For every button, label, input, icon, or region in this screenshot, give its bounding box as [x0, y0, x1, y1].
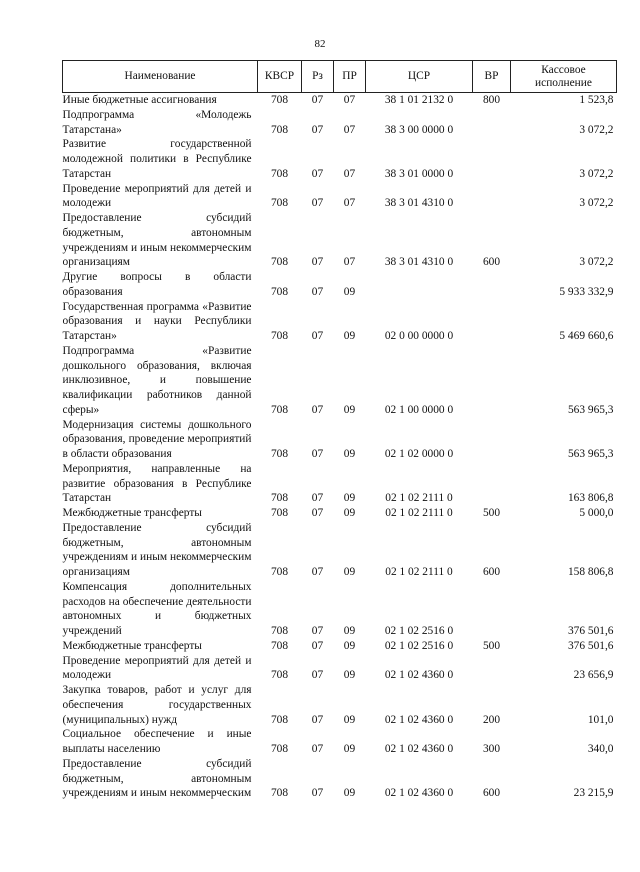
cell-execution: 3 072,2: [579, 197, 614, 210]
cell-pr: 09: [343, 507, 356, 519]
header-pr: ПР: [334, 61, 366, 93]
cell-execution: 1 523,8: [579, 94, 614, 106]
cell-vr: 300: [482, 743, 501, 755]
cell-rz: 07: [311, 197, 324, 210]
cell-pr: 09: [343, 492, 356, 505]
cell-rz: 07: [311, 123, 324, 136]
cell-vr: 500: [482, 507, 501, 519]
cell-vr: [473, 344, 511, 418]
cell-name: Мероприятия, направленные на развитие образования в Республике Татарстан: [62, 462, 252, 505]
cell-execution: 101,0: [587, 713, 614, 726]
cell-name: Межбюджетные трансферты: [62, 639, 202, 652]
cell-pr: 09: [343, 669, 356, 682]
cell-kvsr: 708: [270, 639, 289, 652]
cell-name: Компенсация дополнительных расходов на обеспечение деятельности автономных и бюджетных учреждений: [62, 580, 252, 637]
cell-csr: 02 0 00 0000 0: [384, 330, 454, 342]
cell-kvsr: 708: [270, 625, 289, 637]
header-name: Наименование: [63, 61, 258, 93]
cell-name: Государственная программа «Развитие образования и науки Республики Татарстан»: [62, 300, 252, 342]
table-row: [63, 211, 617, 270]
cell-name: Проведение мероприятий для детей и молодежи: [62, 654, 252, 682]
cell-csr: 38 3 01 4310 0: [384, 256, 454, 269]
cell-kvsr: 708: [270, 330, 289, 342]
cell-csr: 02 1 02 2516 0: [384, 639, 454, 652]
cell-vr: 600: [482, 566, 501, 578]
cell-vr: 600: [482, 256, 501, 269]
cell-vr: 200: [482, 713, 501, 726]
cell-rz: 07: [311, 507, 324, 519]
table-row: [63, 506, 617, 521]
cell-rz: 07: [311, 94, 324, 106]
header-kvsr: КВСР: [258, 61, 302, 93]
cell-pr: 09: [343, 285, 356, 298]
cell-rz: 07: [311, 669, 324, 682]
cell-rz: 07: [311, 566, 324, 578]
cell-vr: [473, 654, 511, 684]
cell-csr: 02 1 00 0000 0: [384, 403, 454, 416]
cell-vr: [473, 108, 511, 138]
cell-csr: 38 3 01 4310 0: [384, 197, 454, 210]
cell-execution: 163 806,8: [567, 492, 614, 505]
cell-pr: 09: [343, 448, 356, 460]
cell-name: Предоставление субсидий бюджетным, автономным учреждениям и иным некоммерческим организациям: [62, 521, 252, 578]
table-row: [63, 300, 617, 344]
cell-execution: 3 072,2: [579, 256, 614, 269]
table-row: [63, 462, 617, 506]
cell-kvsr: 708: [270, 743, 289, 755]
cell-csr: 02 1 02 2111 0: [385, 566, 453, 578]
cell-execution: 3 072,2: [579, 167, 614, 180]
cell-pr: 09: [343, 743, 356, 755]
table-row: [63, 639, 617, 654]
cell-name: Предоставление субсидий бюджетным, автономным учреждениям и иным некоммерческим организациям: [62, 212, 252, 269]
cell-name: Подпрограмма «Молодежь Татарстана»: [62, 108, 252, 136]
cell-csr: 38 1 01 2132 0: [384, 94, 454, 106]
cell-rz: 07: [311, 743, 324, 755]
cell-csr: 02 1 02 2111 0: [385, 507, 453, 519]
cell-name: Межбюджетные трансферты: [62, 507, 202, 519]
cell-pr: 09: [343, 566, 356, 578]
cell-pr: 07: [343, 256, 356, 269]
table-row: [63, 108, 617, 138]
cell-csr: 02 1 02 2111 0: [385, 492, 453, 505]
table-row: [63, 137, 617, 181]
cell-execution: 5 933 332,9: [559, 285, 614, 298]
page-number: 82: [314, 38, 326, 50]
cell-vr: 600: [482, 787, 501, 800]
cell-execution: 23 215,9: [573, 787, 614, 800]
cell-rz: 07: [311, 403, 324, 416]
table-row: [63, 344, 617, 418]
cell-name: Иные бюджетные ассигнования: [62, 94, 217, 106]
cell-pr: 07: [343, 167, 356, 180]
header-csr: ЦСР: [366, 61, 473, 93]
cell-rz: 07: [311, 713, 324, 726]
cell-csr: 02 1 02 4360 0: [384, 787, 454, 800]
cell-rz: 07: [311, 167, 324, 180]
cell-kvsr: 708: [270, 197, 289, 210]
cell-execution: 5 000,0: [579, 507, 614, 519]
cell-kvsr: 708: [270, 492, 289, 505]
cell-pr: 07: [343, 94, 356, 106]
cell-csr: 02 1 02 2516 0: [384, 625, 454, 637]
cell-csr: 02 1 02 0000 0: [384, 448, 454, 460]
cell-kvsr: 708: [270, 167, 289, 180]
cell-name: Другие вопросы в области образования: [62, 271, 252, 298]
cell-vr: [473, 300, 511, 344]
table-header: [63, 61, 617, 93]
cell-csr: 02 1 02 4360 0: [384, 713, 454, 726]
cell-pr: 07: [343, 197, 356, 210]
cell-csr: [366, 270, 473, 300]
cell-rz: 07: [311, 787, 324, 800]
cell-kvsr: 708: [270, 669, 289, 682]
cell-vr: [473, 418, 511, 462]
cell-rz: 07: [311, 639, 324, 652]
table-row: [63, 270, 617, 300]
cell-rz: 07: [311, 330, 324, 342]
cell-csr: 02 1 02 4360 0: [384, 669, 454, 682]
budget-execution-table: [62, 60, 617, 801]
table-row: [63, 683, 617, 727]
cell-execution: 3 072,2: [579, 123, 614, 136]
cell-kvsr: 708: [270, 123, 289, 136]
cell-execution: 563 965,3: [567, 448, 614, 460]
cell-name: Модернизация системы дошкольного образования, проведение мероприятий в области образования: [62, 418, 252, 460]
table-row: [63, 521, 617, 580]
cell-rz: 07: [311, 256, 324, 269]
cell-execution: 340,0: [587, 743, 614, 755]
table-body: [63, 93, 617, 802]
cell-csr: 38 3 00 0000 0: [384, 123, 454, 136]
header-execution: Кассовое исполнение: [511, 61, 617, 93]
table-row: [63, 757, 617, 801]
cell-kvsr: 708: [270, 256, 289, 269]
cell-name: Подпрограмма «Развитие дошкольного образования, включая инклюзивное, и повышение квалификации работников данной сферы»: [62, 344, 252, 416]
cell-name: Предоставление субсидий бюджетным, автономным учреждениям и иным некоммерческим: [62, 757, 252, 800]
cell-vr: [473, 270, 511, 300]
cell-execution: 376 501,6: [567, 639, 614, 652]
cell-pr: 09: [343, 639, 356, 652]
cell-rz: 07: [311, 492, 324, 505]
cell-pr: 09: [343, 330, 356, 342]
header-vr: ВР: [473, 61, 511, 93]
table-row: [63, 93, 617, 108]
cell-vr: 500: [482, 639, 501, 652]
cell-vr: [473, 462, 511, 506]
cell-csr: 02 1 02 4360 0: [384, 743, 454, 755]
table-row: [63, 580, 617, 639]
cell-vr: [473, 182, 511, 212]
cell-csr: 38 3 01 0000 0: [384, 167, 454, 180]
cell-name: Закупка товаров, работ и услуг для обеспечения государственных (муниципальных) нужд: [62, 684, 252, 726]
table-row: [63, 418, 617, 462]
cell-name: Проведение мероприятий для детей и молодежи: [62, 182, 252, 210]
cell-kvsr: 708: [270, 403, 289, 416]
cell-rz: 07: [311, 625, 324, 637]
cell-execution: 563 965,3: [567, 403, 614, 416]
table-row: [63, 654, 617, 684]
cell-kvsr: 708: [270, 94, 289, 106]
cell-vr: [473, 580, 511, 639]
cell-kvsr: 708: [270, 507, 289, 519]
cell-name: Развитие государственной молодежной политики в Республике Татарстан: [62, 138, 252, 180]
cell-execution: 23 656,9: [573, 669, 614, 682]
cell-execution: 5 469 660,6: [559, 330, 614, 342]
cell-pr: 09: [343, 787, 356, 800]
cell-kvsr: 708: [270, 713, 289, 726]
cell-kvsr: 708: [270, 787, 289, 800]
cell-execution: 376 501,6: [567, 625, 614, 637]
cell-kvsr: 708: [270, 566, 289, 578]
cell-rz: 07: [311, 448, 324, 460]
table-row: [63, 727, 617, 757]
cell-kvsr: 708: [270, 448, 289, 460]
cell-pr: 07: [343, 123, 356, 136]
cell-pr: 09: [343, 713, 356, 726]
cell-name: Социальное обеспечение и иные выплаты населению: [62, 728, 252, 755]
cell-pr: 09: [343, 403, 356, 416]
cell-execution: 158 806,8: [567, 566, 614, 578]
table-row: [63, 182, 617, 212]
cell-pr: 09: [343, 625, 356, 637]
cell-vr: [473, 137, 511, 181]
cell-rz: 07: [311, 285, 324, 298]
cell-vr: 800: [482, 94, 501, 106]
header-rz: Рз: [302, 61, 334, 93]
cell-kvsr: 708: [270, 285, 289, 298]
